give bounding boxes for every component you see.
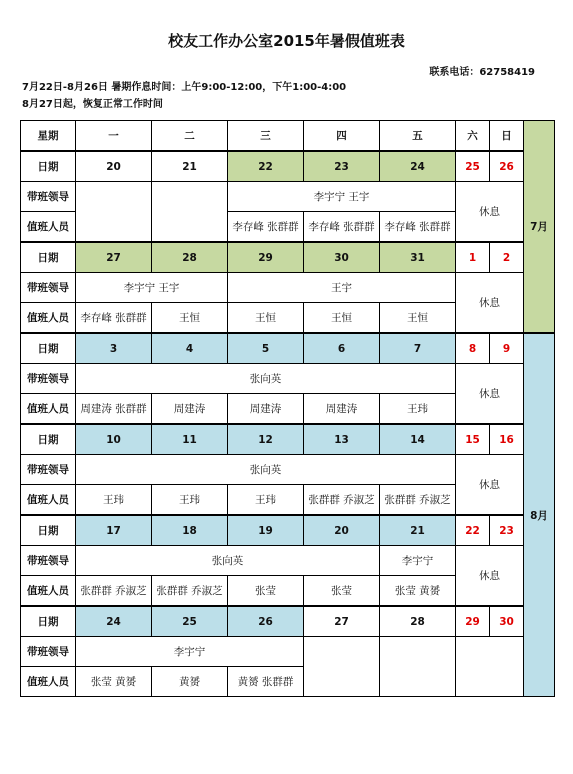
rest-cell: 休息: [456, 364, 524, 425]
rest-cell: 休息: [456, 455, 524, 516]
page-title: 校友工作办公室2015年暑假值班表: [168, 32, 405, 50]
date-cell: 11: [152, 424, 228, 455]
weekday-sun: 日: [490, 121, 524, 152]
date-cell: 3: [76, 333, 152, 364]
date-cell: 20: [76, 151, 152, 182]
week3-date-row: [21, 333, 555, 364]
date-cell: 18: [152, 515, 228, 546]
week2-leader-row: [21, 273, 555, 303]
date-cell: 17: [76, 515, 152, 546]
staff-cell: 王玮: [76, 485, 152, 516]
resume-hours-note: 8月27日起，恢复正常工作时间: [22, 99, 163, 110]
weekend-date-cell: 16: [490, 424, 524, 455]
staff-cell: 王恒: [152, 303, 228, 334]
staff-cell: 张莹 黄赟: [76, 667, 152, 697]
contact-phone: 联系电话：62758419: [429, 67, 535, 78]
summer-hours-note: 7月22日-8月26日 暑期作息时间：上午9:00-12:00，下午1:00-4:00: [22, 82, 347, 93]
weekend-date-cell: 30: [490, 606, 524, 637]
rest-cell: 休息: [456, 182, 524, 243]
weekend-date-cell: 9: [490, 333, 524, 364]
weekday-fri: 五: [380, 121, 456, 152]
weekday-thu: 四: [304, 121, 380, 152]
weekend-date-cell: 1: [456, 242, 490, 273]
date-cell: 14: [380, 424, 456, 455]
date-cell: 24: [380, 151, 456, 182]
rest-cell: 休息: [456, 546, 524, 607]
empty-weekend-cell: [456, 637, 524, 697]
leader-cell: 李宇宁: [380, 546, 456, 576]
week3-leader-row: [21, 364, 555, 394]
weekday-mon: 一: [76, 121, 152, 152]
weekend-date-cell: 25: [456, 151, 490, 182]
staff-cell: 张群群 乔淑芝: [304, 485, 380, 516]
staff-cell: 王恒: [380, 303, 456, 334]
date-cell: 27: [76, 242, 152, 273]
date-label: 日期: [21, 151, 76, 182]
staff-cell: 黄赟: [152, 667, 228, 697]
leader-cell: 李宇宁 王宇: [228, 182, 456, 212]
staff-cell: 周建涛: [228, 394, 304, 425]
date-cell: 28: [152, 242, 228, 273]
staff-label: 值班人员: [21, 485, 76, 516]
staff-cell: 王玮: [152, 485, 228, 516]
staff-cell: 王恒: [228, 303, 304, 334]
staff-cell: 李存峰 张群群: [380, 212, 456, 243]
weekday-wed: 三: [228, 121, 304, 152]
date-cell: 31: [380, 242, 456, 273]
staff-cell: 张群群 乔淑芝: [380, 485, 456, 516]
staff-label: 值班人员: [21, 394, 76, 425]
date-label: 日期: [21, 242, 76, 273]
empty-cell: [152, 182, 228, 243]
leader-cell: 王宇: [228, 273, 456, 303]
date-cell: 23: [304, 151, 380, 182]
empty-cell: [304, 637, 380, 697]
staff-cell: 周建涛: [304, 394, 380, 425]
date-cell: 5: [228, 333, 304, 364]
staff-cell: 张莹: [228, 576, 304, 607]
leader-label: 带班领导: [21, 182, 76, 212]
date-cell: 26: [228, 606, 304, 637]
staff-cell: 张群群 乔淑芝: [152, 576, 228, 607]
staff-cell: 黄赟 张群群: [228, 667, 304, 697]
staff-label: 值班人员: [21, 303, 76, 334]
month-july-label: 7月: [524, 121, 555, 334]
date-cell: 4: [152, 333, 228, 364]
date-label: 日期: [21, 515, 76, 546]
staff-label: 值班人员: [21, 576, 76, 607]
date-label: 日期: [21, 333, 76, 364]
header-row: [21, 121, 555, 152]
weekend-date-cell: 2: [490, 242, 524, 273]
staff-cell: 王玮: [380, 394, 456, 425]
date-cell: 28: [380, 606, 456, 637]
empty-cell: [76, 182, 152, 243]
week2-date-row: [21, 242, 555, 273]
weekend-date-cell: 23: [490, 515, 524, 546]
week4-leader-row: [21, 455, 555, 485]
empty-cell: [380, 637, 456, 697]
staff-cell: 李存峰 张群群: [304, 212, 380, 243]
date-cell: 24: [76, 606, 152, 637]
leader-cell: 李宇宁 王宇: [76, 273, 228, 303]
leader-label: 带班领导: [21, 455, 76, 485]
weekend-date-cell: 26: [490, 151, 524, 182]
date-cell: 7: [380, 333, 456, 364]
weekend-date-cell: 8: [456, 333, 490, 364]
weekend-date-cell: 15: [456, 424, 490, 455]
weekday-header-label: 星期: [21, 121, 76, 152]
date-cell: 19: [228, 515, 304, 546]
date-label: 日期: [21, 424, 76, 455]
date-label: 日期: [21, 606, 76, 637]
week4-date-row: [21, 424, 555, 455]
staff-cell: 张莹 黄赟: [380, 576, 456, 607]
date-cell: 25: [152, 606, 228, 637]
staff-cell: 张莹: [304, 576, 380, 607]
date-cell: 21: [152, 151, 228, 182]
staff-label: 值班人员: [21, 667, 76, 697]
rest-cell: 休息: [456, 273, 524, 334]
date-cell: 22: [228, 151, 304, 182]
staff-cell: 王玮: [228, 485, 304, 516]
duty-schedule-table: [20, 120, 555, 697]
leader-label: 带班领导: [21, 364, 76, 394]
week6-date-row: [21, 606, 555, 637]
staff-cell: 李存峰 张群群: [228, 212, 304, 243]
date-cell: 30: [304, 242, 380, 273]
staff-label: 值班人员: [21, 212, 76, 243]
leader-label: 带班领导: [21, 637, 76, 667]
week5-leader-row: [21, 546, 555, 576]
staff-cell: 张群群 乔淑芝: [76, 576, 152, 607]
date-cell: 21: [380, 515, 456, 546]
week6-leader-row: [21, 637, 555, 667]
date-cell: 6: [304, 333, 380, 364]
date-cell: 13: [304, 424, 380, 455]
leader-cell: 张向英: [76, 455, 456, 485]
weekday-tue: 二: [152, 121, 228, 152]
date-cell: 12: [228, 424, 304, 455]
leader-label: 带班领导: [21, 273, 76, 303]
week5-date-row: [21, 515, 555, 546]
date-cell: 29: [228, 242, 304, 273]
weekday-sat: 六: [456, 121, 490, 152]
date-cell: 27: [304, 606, 380, 637]
staff-cell: 周建涛 张群群: [76, 394, 152, 425]
month-august-label: 8月: [524, 333, 555, 697]
leader-label: 带班领导: [21, 546, 76, 576]
staff-cell: 李存峰 张群群: [76, 303, 152, 334]
week1-date-row: [21, 151, 555, 182]
weekend-date-cell: 22: [456, 515, 490, 546]
week1-leader-row: [21, 182, 555, 212]
date-cell: 10: [76, 424, 152, 455]
date-cell: 20: [304, 515, 380, 546]
staff-cell: 周建涛: [152, 394, 228, 425]
staff-cell: 王恒: [304, 303, 380, 334]
weekend-date-cell: 29: [456, 606, 490, 637]
leader-cell: 张向英: [76, 546, 380, 576]
leader-cell: 张向英: [76, 364, 456, 394]
leader-cell: 李宇宁: [76, 637, 304, 667]
